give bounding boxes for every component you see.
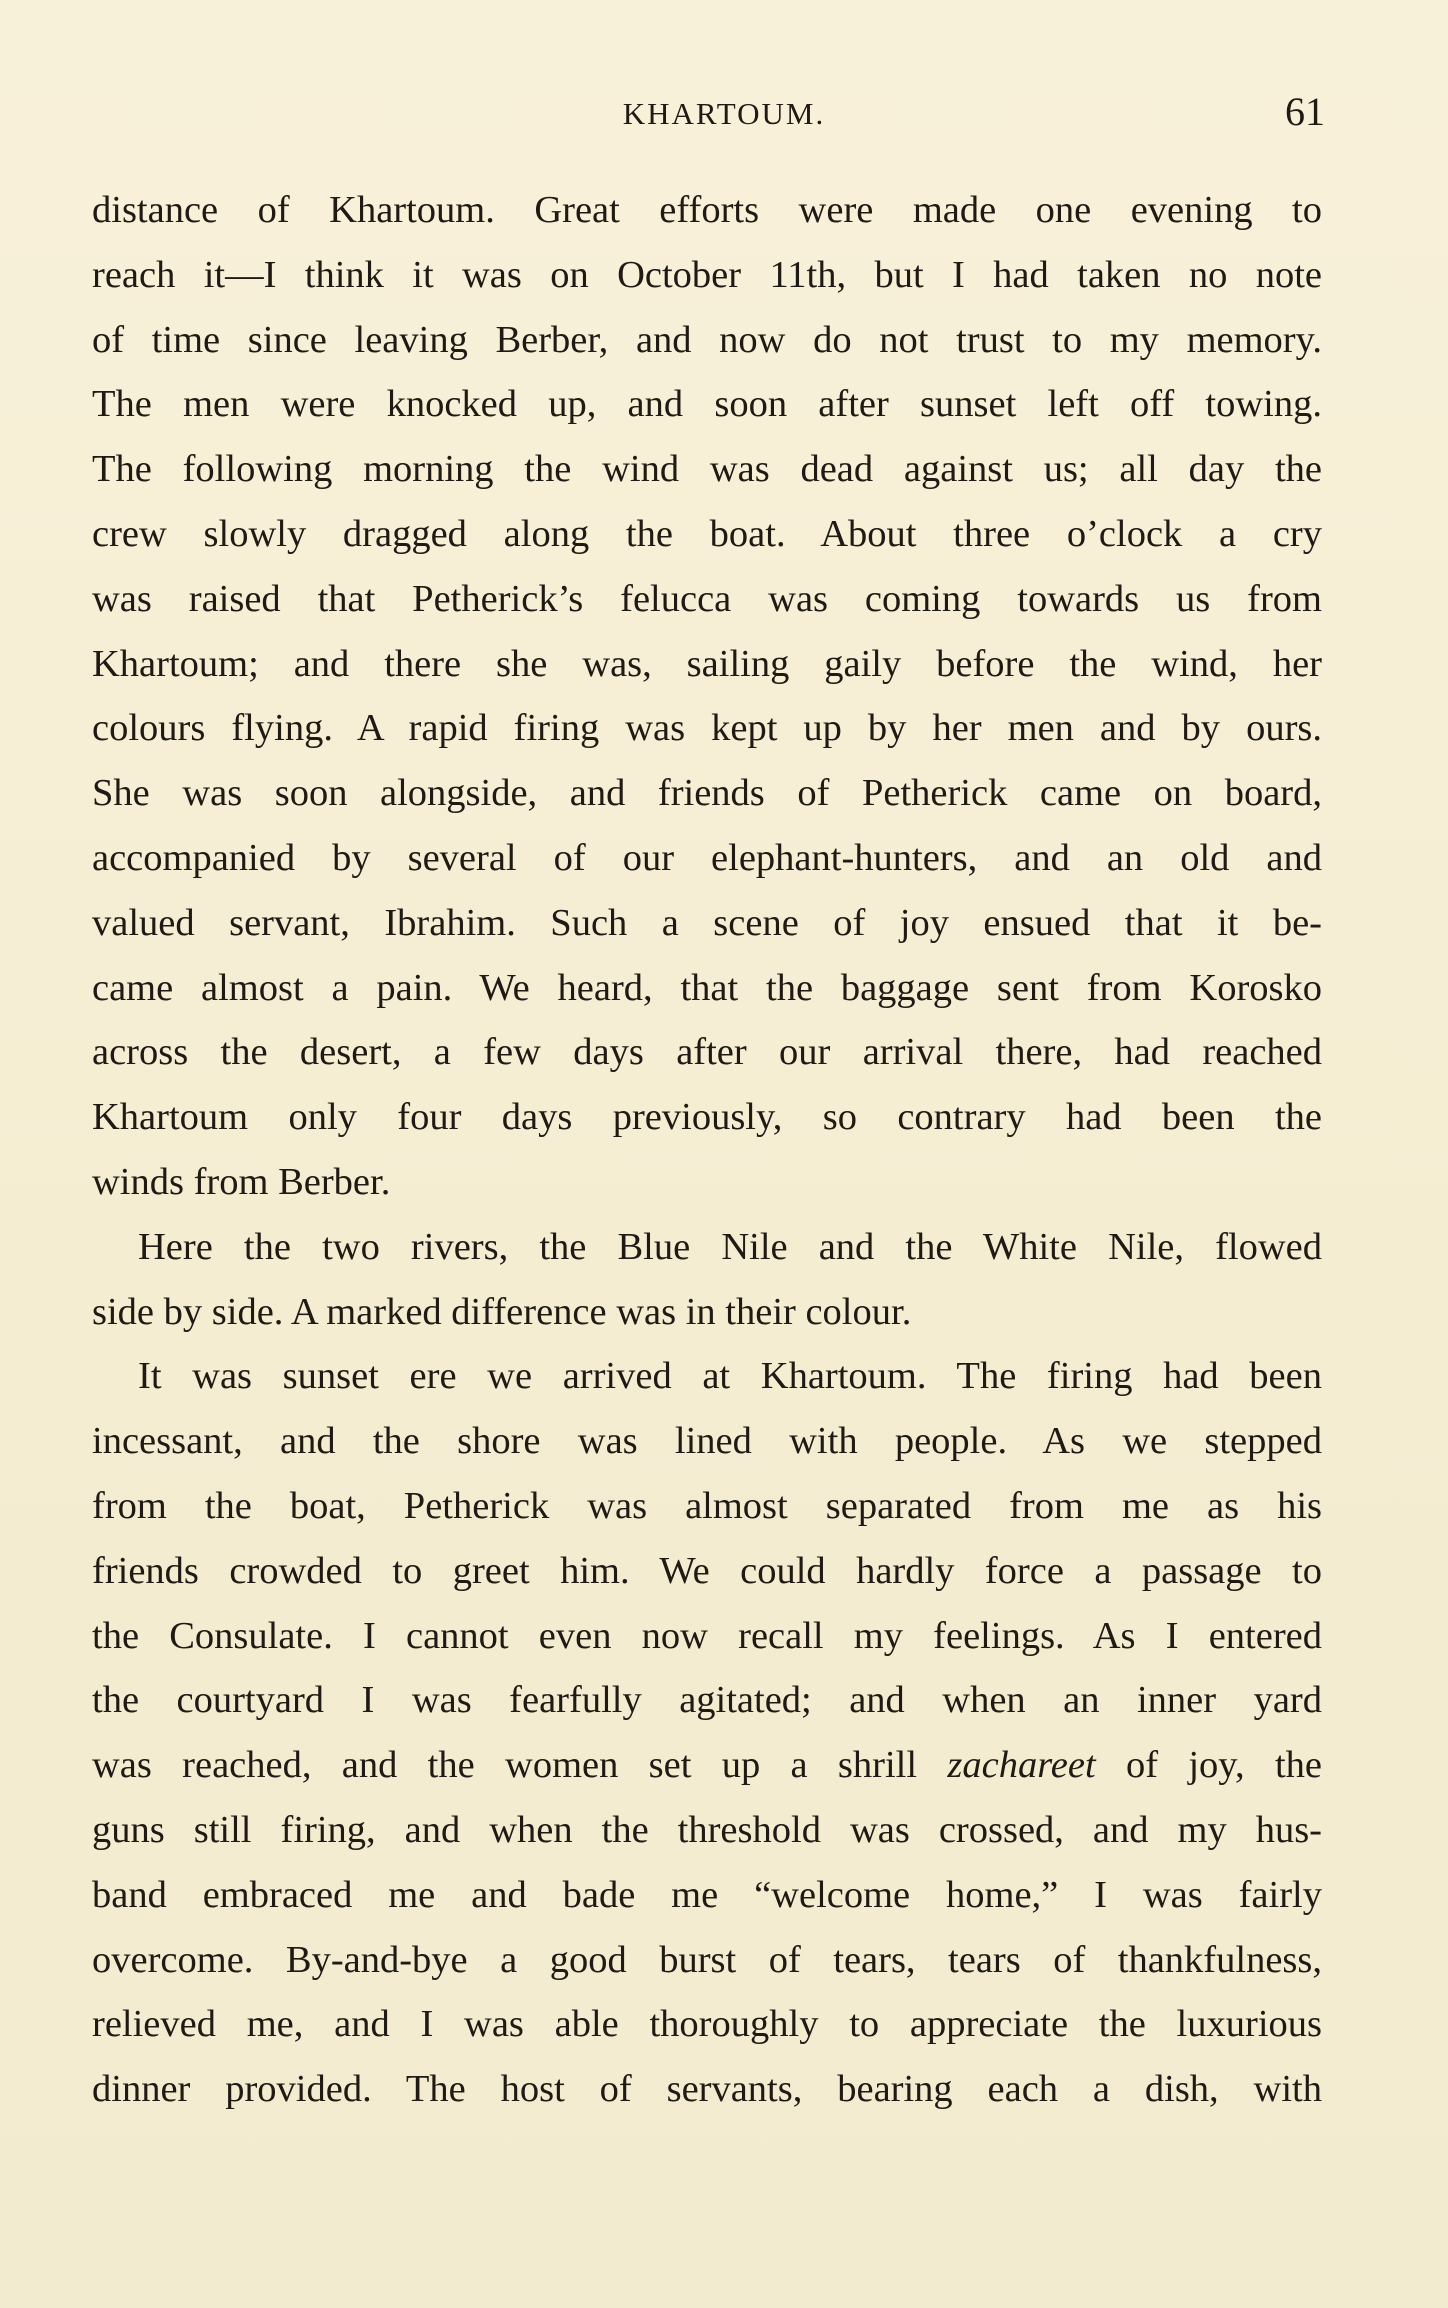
text-line: friends crowded to greet him. We could hardly force a passage to [92, 1549, 1322, 1592]
text-line: crew slowly dragged along the boat. About three o’clock a cry [92, 512, 1322, 555]
body-text [92, 178, 1322, 2122]
text-line: It was sunset ere we arrived at Khartoum. The firing had been [138, 1355, 1322, 1398]
paragraph-1 [92, 178, 1322, 1215]
text-line: relieved me, and I was able thoroughly to appreciate the luxurious [92, 2003, 1322, 2046]
text-line: She was soon alongside, and friends of Petherick came on board, [92, 772, 1322, 815]
text-line: of time since leaving Berber, and now do not trust to my memory. [92, 318, 1322, 361]
text-line: The following morning the wind was dead against us; all day the [92, 448, 1322, 491]
text-line-with-italic [92, 1733, 1322, 1798]
text-line: valued servant, Ibrahim. Such a scene of joy ensued that it be- [92, 901, 1322, 944]
page-number: 61 [1285, 89, 1325, 134]
text-line: Khartoum; and there she was, sailing gaily before the wind, her [92, 642, 1322, 685]
text-line: distance of Khartoum. Great efforts were made one evening to [92, 189, 1322, 231]
text-line: winds from Berber. [92, 1160, 391, 1203]
text-line: overcome. By-and-bye a good burst of tears, tears of thankfulness, [92, 1938, 1322, 1981]
text-line: The men were knocked up, and soon after sunset left off towing. [92, 383, 1322, 426]
paragraph-3 [92, 1344, 1322, 2122]
text-line: incessant, and the shore was lined with people. As we stepped [92, 1420, 1322, 1463]
running-head [0, 88, 1448, 148]
text-line: was raised that Petherick’s felucca was coming towards us from [92, 577, 1322, 620]
text-line: colours flying. A rapid firing was kept up by her men and by ours. [92, 707, 1322, 750]
text-line: from the boat, Petherick was almost separated from me as his [92, 1484, 1322, 1527]
text-segment: was reached, and the women set up a shrill [92, 1744, 948, 1787]
text-line: accompanied by several of our elephant-hunters, and an old and [92, 836, 1322, 879]
text-line: Khartoum only four days previously, so contrary had been the [92, 1096, 1322, 1139]
text-line: the courtyard I was fearfully agitated; and when an inner yard [92, 1679, 1322, 1722]
text-line: dinner provided. The host of servants, bearing each a dish, with [92, 2068, 1322, 2111]
text-segment: of joy, the [1095, 1744, 1322, 1787]
text-line: across the desert, a few days after our arrival there, had reached [92, 1031, 1322, 1074]
text-line: Here the two rivers, the Blue Nile and the White Nile, flowed [138, 1225, 1322, 1268]
text-line: the Consulate. I cannot even now recall my feelings. As I entered [92, 1614, 1322, 1657]
text-line: guns still firing, and when the threshold was crossed, and my hus- [92, 1808, 1322, 1851]
paragraph-2 [92, 1215, 1322, 1345]
text-line: reach it—I think it was on October 11th, but I had taken no note [92, 253, 1322, 296]
italic-word: zachareet [947, 1744, 1096, 1787]
text-line: band embraced me and bade me “welcome home,” I was fairly [92, 1873, 1322, 1916]
running-title: KHARTOUM. [622, 96, 826, 131]
text-line: side by side. A marked difference was in their colour. [92, 1290, 912, 1333]
text-line: came almost a pain. We heard, that the baggage sent from Korosko [92, 966, 1322, 1009]
